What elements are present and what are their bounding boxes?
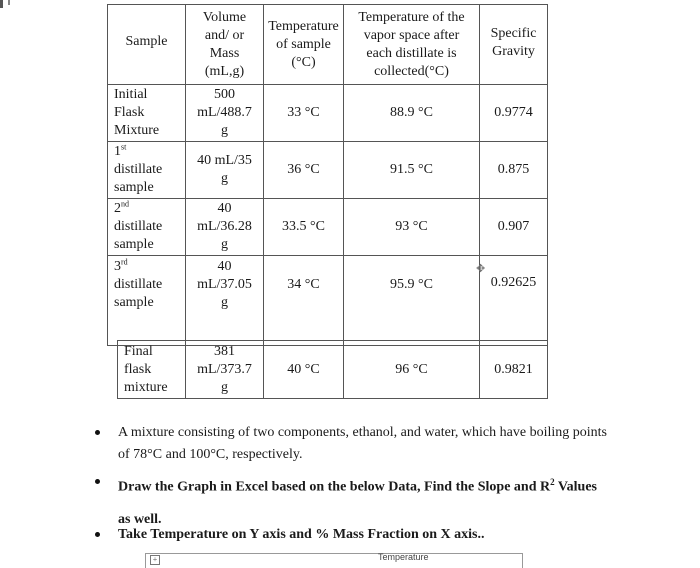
- gravity-cell: 0.907: [480, 199, 548, 256]
- header-row: [108, 5, 548, 85]
- bullet-icon: [95, 479, 100, 484]
- bullet-icon: [95, 532, 100, 537]
- volume-cell: 40 mL/37.05 g: [186, 256, 264, 346]
- move-handle-icon[interactable]: +: [150, 555, 160, 565]
- bullet-icon: [95, 430, 100, 435]
- move-cursor-icon: ✥: [476, 263, 486, 275]
- temp-sample-cell: 36 °C: [264, 142, 344, 199]
- sample-cell: Final flask mixture: [118, 341, 186, 399]
- temp-vapor-cell: 91.5 °C: [344, 142, 480, 199]
- edge-fragment-2: [8, 0, 10, 5]
- volume-cell: 381 mL/373.7 g: [186, 341, 264, 399]
- header-sample: Sample: [108, 5, 186, 85]
- final-row: [118, 341, 548, 399]
- edge-fragment: [0, 0, 3, 8]
- list-item: Take Temperature on Y axis and % Mass Fraction on X axis..: [118, 524, 618, 546]
- volume-cell: 40 mL/36.28 g: [186, 199, 264, 256]
- sample-cell: 3rd distillate sample: [108, 256, 186, 346]
- data-table: [107, 4, 548, 346]
- temp-sample-cell: 33.5 °C: [264, 199, 344, 256]
- volume-cell: 40 mL/35 g: [186, 142, 264, 199]
- header-temp-vapor: Temperature of the vapor space after each distillate is collected(°C): [344, 5, 480, 85]
- partial-header-text: Temperature: [378, 552, 429, 562]
- header-volume: Volume and/ or Mass (mL,g): [186, 5, 264, 85]
- partial-table-below: [145, 553, 523, 568]
- temp-sample-cell: 34 °C: [264, 256, 344, 346]
- temp-vapor-cell: 96 °C: [344, 341, 480, 399]
- temp-sample-cell: 33 °C: [264, 85, 344, 142]
- sample-cell: Initial Flask Mixture: [108, 85, 186, 142]
- final-table: [117, 340, 548, 399]
- temp-vapor-cell: 93 °C: [344, 199, 480, 256]
- sample-cell: 1st distillate sample: [108, 142, 186, 199]
- gravity-cell: 0.9821: [480, 341, 548, 399]
- temp-vapor-cell: 88.9 °C: [344, 85, 480, 142]
- temp-sample-cell: 40 °C: [264, 341, 344, 399]
- header-gravity: Specific Gravity: [480, 5, 548, 85]
- gravity-cell: 0.875: [480, 142, 548, 199]
- volume-cell: 500 mL/488.7 g: [186, 85, 264, 142]
- list-item: Draw the Graph in Excel based on the below Data, Find the Slope and $R^2$ Values as well.: [118, 471, 618, 531]
- header-temp-sample: Temperature of sample (°C): [264, 5, 344, 85]
- temp-vapor-cell: 95.9 °C: [344, 256, 480, 346]
- list-item: A mixture consisting of two components, ethanol, and water, which have boiling points of 78°C and 100°C, respectively.: [118, 422, 618, 466]
- sample-cell: 2nd distillate sample: [108, 199, 186, 256]
- table-row: [108, 85, 548, 142]
- table-row: [108, 199, 548, 256]
- gravity-cell: 0.92625: [480, 256, 548, 346]
- table-row: [108, 142, 548, 199]
- gravity-cell: 0.9774: [480, 85, 548, 142]
